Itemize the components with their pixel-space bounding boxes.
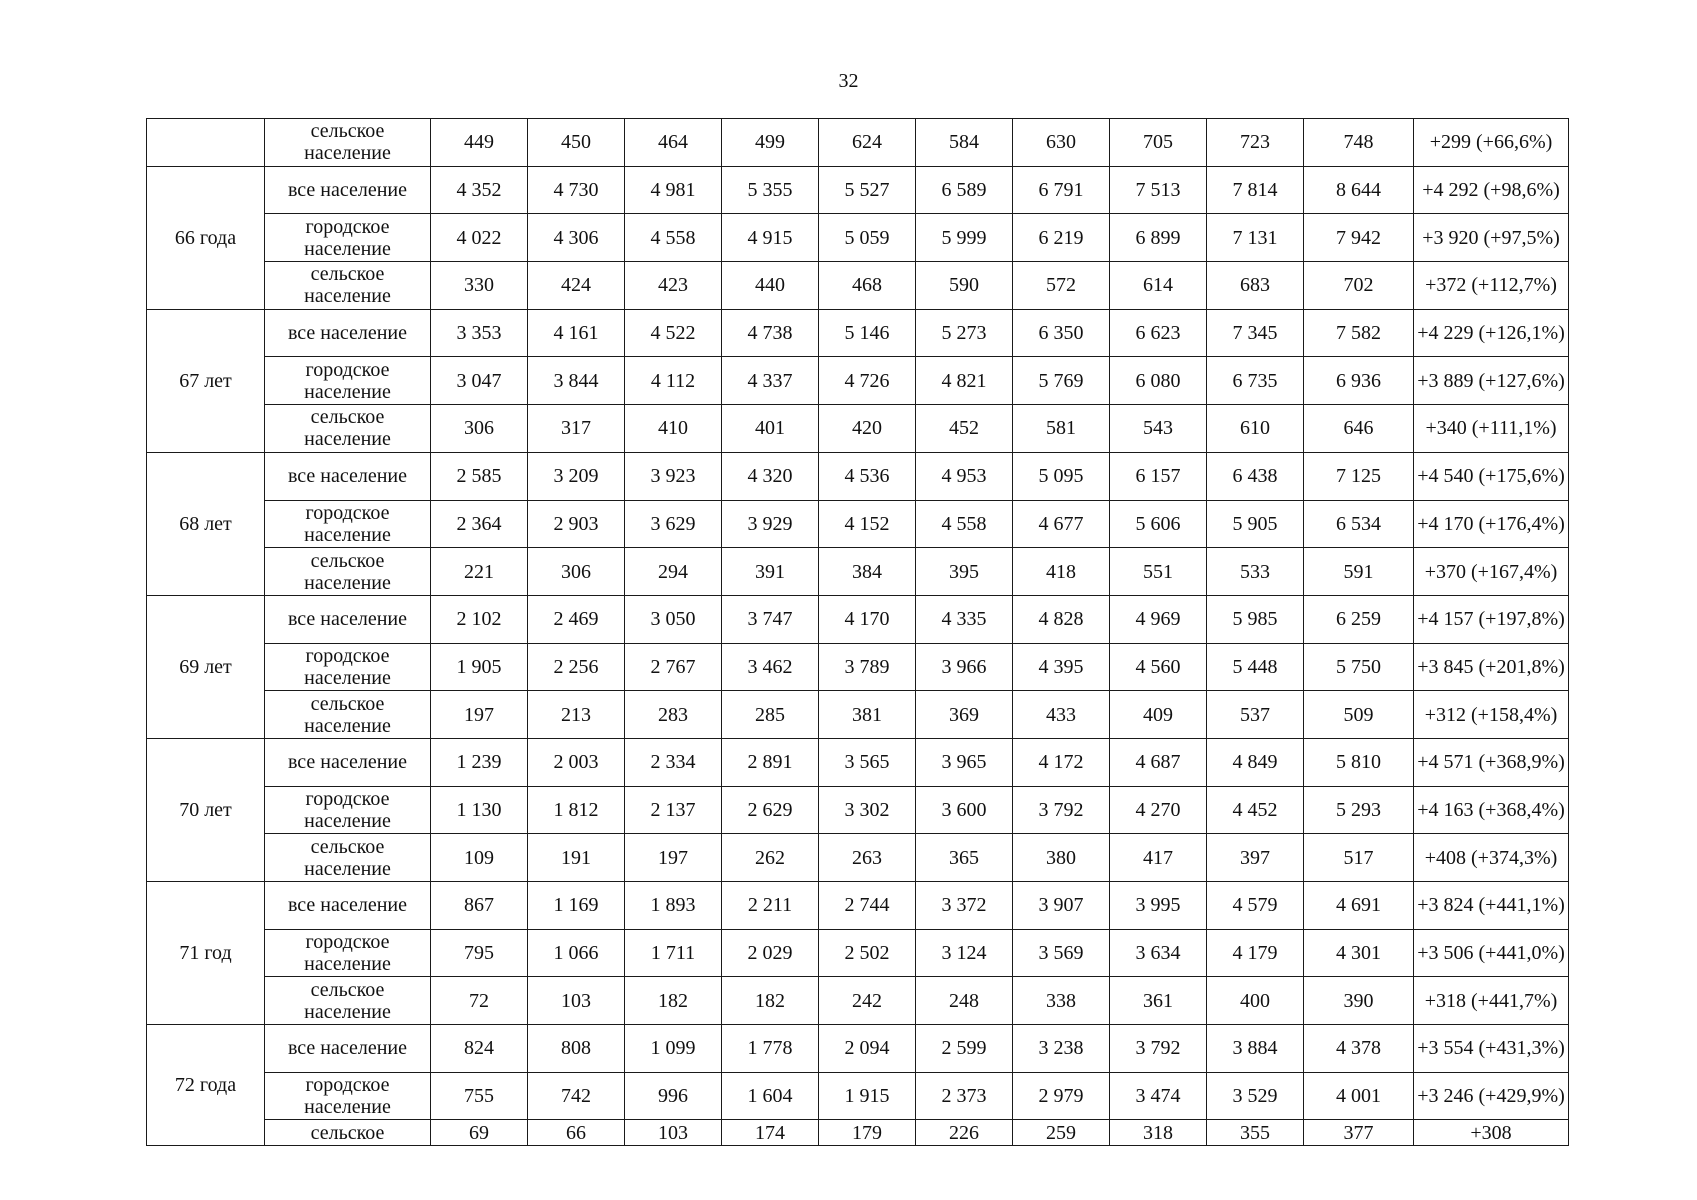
age-group-cell: 69 лет xyxy=(147,595,265,738)
value-cell: 4 112 xyxy=(625,357,722,405)
category-cell: сельское xyxy=(265,1120,431,1146)
table-row xyxy=(147,262,1569,310)
value-cell: 318 xyxy=(1110,1120,1207,1146)
value-cell: 283 xyxy=(625,691,722,739)
value-cell: 1 915 xyxy=(819,1072,916,1120)
change-cell: +3 889 (+127,6%) xyxy=(1414,357,1569,405)
value-cell: 3 792 xyxy=(1110,1025,1207,1073)
value-cell: 4 395 xyxy=(1013,643,1110,691)
value-cell: 1 066 xyxy=(528,929,625,977)
value-cell: 614 xyxy=(1110,262,1207,310)
value-cell: 1 099 xyxy=(625,1025,722,1073)
value-cell: 795 xyxy=(431,929,528,977)
value-cell: 4 161 xyxy=(528,309,625,357)
category-cell: городское население xyxy=(265,214,431,262)
value-cell: 2 003 xyxy=(528,738,625,786)
table-row xyxy=(147,691,1569,739)
value-cell: 2 373 xyxy=(916,1072,1013,1120)
value-cell: 2 094 xyxy=(819,1025,916,1073)
value-cell: 418 xyxy=(1013,548,1110,596)
value-cell: 409 xyxy=(1110,691,1207,739)
value-cell: 4 953 xyxy=(916,452,1013,500)
value-cell: 7 814 xyxy=(1207,166,1304,214)
value-cell: 391 xyxy=(722,548,819,596)
category-cell: городское население xyxy=(265,357,431,405)
category-cell: городское население xyxy=(265,643,431,691)
category-cell: сельское население xyxy=(265,405,431,453)
value-cell: 6 936 xyxy=(1304,357,1414,405)
value-cell: 5 448 xyxy=(1207,643,1304,691)
age-group-cell xyxy=(147,119,265,167)
table-row xyxy=(147,1072,1569,1120)
value-cell: 537 xyxy=(1207,691,1304,739)
category-cell: все население xyxy=(265,309,431,357)
value-cell: 755 xyxy=(431,1072,528,1120)
table-row xyxy=(147,357,1569,405)
value-cell: 6 219 xyxy=(1013,214,1110,262)
value-cell: 4 560 xyxy=(1110,643,1207,691)
value-cell: 6 259 xyxy=(1304,595,1414,643)
value-cell: 4 522 xyxy=(625,309,722,357)
table-body xyxy=(147,119,1569,1146)
value-cell: 3 929 xyxy=(722,500,819,548)
value-cell: 4 726 xyxy=(819,357,916,405)
value-cell: 400 xyxy=(1207,977,1304,1025)
value-cell: 410 xyxy=(625,405,722,453)
value-cell: 5 810 xyxy=(1304,738,1414,786)
value-cell: 4 821 xyxy=(916,357,1013,405)
value-cell: 7 125 xyxy=(1304,452,1414,500)
change-cell: +4 540 (+175,6%) xyxy=(1414,452,1569,500)
value-cell: 3 747 xyxy=(722,595,819,643)
value-cell: 5 095 xyxy=(1013,452,1110,500)
value-cell: 3 844 xyxy=(528,357,625,405)
value-cell: 4 687 xyxy=(1110,738,1207,786)
change-cell: +4 292 (+98,6%) xyxy=(1414,166,1569,214)
value-cell: 4 301 xyxy=(1304,929,1414,977)
value-cell: 3 302 xyxy=(819,786,916,834)
value-cell: 867 xyxy=(431,882,528,930)
value-cell: 2 256 xyxy=(528,643,625,691)
value-cell: 226 xyxy=(916,1120,1013,1146)
value-cell: 197 xyxy=(431,691,528,739)
value-cell: 440 xyxy=(722,262,819,310)
value-cell: 591 xyxy=(1304,548,1414,596)
value-cell: 572 xyxy=(1013,262,1110,310)
value-cell: 4 849 xyxy=(1207,738,1304,786)
value-cell: 294 xyxy=(625,548,722,596)
value-cell: 182 xyxy=(722,977,819,1025)
value-cell: 3 995 xyxy=(1110,882,1207,930)
value-cell: 6 623 xyxy=(1110,309,1207,357)
value-cell: 66 xyxy=(528,1120,625,1146)
table-row xyxy=(147,309,1569,357)
value-cell: 263 xyxy=(819,834,916,882)
table-row xyxy=(147,786,1569,834)
value-cell: 4 738 xyxy=(722,309,819,357)
value-cell: 7 345 xyxy=(1207,309,1304,357)
value-cell: 4 730 xyxy=(528,166,625,214)
table-row xyxy=(147,452,1569,500)
category-cell: городское население xyxy=(265,929,431,977)
value-cell: 3 529 xyxy=(1207,1072,1304,1120)
value-cell: 69 xyxy=(431,1120,528,1146)
value-cell: 5 059 xyxy=(819,214,916,262)
value-cell: 103 xyxy=(625,1120,722,1146)
value-cell: 6 791 xyxy=(1013,166,1110,214)
change-cell: +312 (+158,4%) xyxy=(1414,691,1569,739)
value-cell: 3 629 xyxy=(625,500,722,548)
value-cell: 2 364 xyxy=(431,500,528,548)
value-cell: 6 899 xyxy=(1110,214,1207,262)
value-cell: 4 452 xyxy=(1207,786,1304,834)
value-cell: 1 711 xyxy=(625,929,722,977)
value-cell: 808 xyxy=(528,1025,625,1073)
value-cell: 420 xyxy=(819,405,916,453)
value-cell: 4 828 xyxy=(1013,595,1110,643)
value-cell: 2 629 xyxy=(722,786,819,834)
value-cell: 683 xyxy=(1207,262,1304,310)
value-cell: 417 xyxy=(1110,834,1207,882)
change-cell: +308 xyxy=(1414,1120,1569,1146)
value-cell: 5 606 xyxy=(1110,500,1207,548)
value-cell: 197 xyxy=(625,834,722,882)
value-cell: 5 527 xyxy=(819,166,916,214)
category-cell: городское население xyxy=(265,786,431,834)
value-cell: 3 462 xyxy=(722,643,819,691)
value-cell: 355 xyxy=(1207,1120,1304,1146)
value-cell: 450 xyxy=(528,119,625,167)
value-cell: 174 xyxy=(722,1120,819,1146)
value-cell: 377 xyxy=(1304,1120,1414,1146)
value-cell: 551 xyxy=(1110,548,1207,596)
value-cell: 1 893 xyxy=(625,882,722,930)
change-cell: +318 (+441,7%) xyxy=(1414,977,1569,1025)
value-cell: 464 xyxy=(625,119,722,167)
table-row xyxy=(147,405,1569,453)
value-cell: 2 599 xyxy=(916,1025,1013,1073)
value-cell: 624 xyxy=(819,119,916,167)
change-cell: +370 (+167,4%) xyxy=(1414,548,1569,596)
value-cell: 452 xyxy=(916,405,1013,453)
value-cell: 3 372 xyxy=(916,882,1013,930)
value-cell: 262 xyxy=(722,834,819,882)
value-cell: 259 xyxy=(1013,1120,1110,1146)
table-row xyxy=(147,929,1569,977)
value-cell: 6 157 xyxy=(1110,452,1207,500)
age-group-cell: 71 год xyxy=(147,882,265,1025)
value-cell: 3 474 xyxy=(1110,1072,1207,1120)
category-cell: все население xyxy=(265,452,431,500)
category-cell: сельское население xyxy=(265,834,431,882)
table-row xyxy=(147,882,1569,930)
value-cell: 4 337 xyxy=(722,357,819,405)
value-cell: 7 131 xyxy=(1207,214,1304,262)
value-cell: 2 744 xyxy=(819,882,916,930)
value-cell: 8 644 xyxy=(1304,166,1414,214)
value-cell: 1 604 xyxy=(722,1072,819,1120)
value-cell: 2 102 xyxy=(431,595,528,643)
table-row xyxy=(147,500,1569,548)
value-cell: 3 792 xyxy=(1013,786,1110,834)
value-cell: 5 293 xyxy=(1304,786,1414,834)
table-row xyxy=(147,643,1569,691)
value-cell: 1 169 xyxy=(528,882,625,930)
value-cell: 1 812 xyxy=(528,786,625,834)
value-cell: 4 170 xyxy=(819,595,916,643)
value-cell: 3 884 xyxy=(1207,1025,1304,1073)
value-cell: 306 xyxy=(431,405,528,453)
value-cell: 380 xyxy=(1013,834,1110,882)
value-cell: 5 355 xyxy=(722,166,819,214)
value-cell: 365 xyxy=(916,834,1013,882)
value-cell: 543 xyxy=(1110,405,1207,453)
change-cell: +4 229 (+126,1%) xyxy=(1414,309,1569,357)
value-cell: 317 xyxy=(528,405,625,453)
change-cell: +3 920 (+97,5%) xyxy=(1414,214,1569,262)
value-cell: 3 569 xyxy=(1013,929,1110,977)
value-cell: 3 965 xyxy=(916,738,1013,786)
value-cell: 630 xyxy=(1013,119,1110,167)
value-cell: 381 xyxy=(819,691,916,739)
age-group-cell: 67 лет xyxy=(147,309,265,452)
value-cell: 213 xyxy=(528,691,625,739)
value-cell: 4 558 xyxy=(916,500,1013,548)
value-cell: 395 xyxy=(916,548,1013,596)
value-cell: 3 600 xyxy=(916,786,1013,834)
category-cell: городское население xyxy=(265,500,431,548)
value-cell: 5 905 xyxy=(1207,500,1304,548)
value-cell: 2 767 xyxy=(625,643,722,691)
value-cell: 369 xyxy=(916,691,1013,739)
page-number: 32 xyxy=(838,70,859,92)
value-cell: 390 xyxy=(1304,977,1414,1025)
value-cell: 584 xyxy=(916,119,1013,167)
value-cell: 5 769 xyxy=(1013,357,1110,405)
value-cell: 7 942 xyxy=(1304,214,1414,262)
change-cell: +4 170 (+176,4%) xyxy=(1414,500,1569,548)
value-cell: 4 558 xyxy=(625,214,722,262)
table-row xyxy=(147,214,1569,262)
value-cell: 6 350 xyxy=(1013,309,1110,357)
value-cell: 2 137 xyxy=(625,786,722,834)
value-cell: 4 677 xyxy=(1013,500,1110,548)
value-cell: 509 xyxy=(1304,691,1414,739)
change-cell: +3 845 (+201,8%) xyxy=(1414,643,1569,691)
value-cell: 4 378 xyxy=(1304,1025,1414,1073)
table-row xyxy=(147,119,1569,167)
value-cell: 4 152 xyxy=(819,500,916,548)
table-row xyxy=(147,738,1569,786)
value-cell: 423 xyxy=(625,262,722,310)
table-row xyxy=(147,595,1569,643)
value-cell: 1 905 xyxy=(431,643,528,691)
value-cell: 2 979 xyxy=(1013,1072,1110,1120)
category-cell: сельское население xyxy=(265,119,431,167)
table-row xyxy=(147,1120,1569,1146)
value-cell: 4 320 xyxy=(722,452,819,500)
table-row xyxy=(147,977,1569,1025)
change-cell: +299 (+66,6%) xyxy=(1414,119,1569,167)
value-cell: 590 xyxy=(916,262,1013,310)
category-cell: городское население xyxy=(265,1072,431,1120)
category-cell: все население xyxy=(265,882,431,930)
value-cell: 248 xyxy=(916,977,1013,1025)
value-cell: 182 xyxy=(625,977,722,1025)
value-cell: 533 xyxy=(1207,548,1304,596)
value-cell: 7 582 xyxy=(1304,309,1414,357)
change-cell: +340 (+111,1%) xyxy=(1414,405,1569,453)
value-cell: 4 691 xyxy=(1304,882,1414,930)
value-cell: 2 502 xyxy=(819,929,916,977)
value-cell: 433 xyxy=(1013,691,1110,739)
value-cell: 5 146 xyxy=(819,309,916,357)
category-cell: сельское население xyxy=(265,977,431,1025)
value-cell: 4 022 xyxy=(431,214,528,262)
value-cell: 424 xyxy=(528,262,625,310)
value-cell: 6 080 xyxy=(1110,357,1207,405)
value-cell: 330 xyxy=(431,262,528,310)
value-cell: 3 923 xyxy=(625,452,722,500)
category-cell: все население xyxy=(265,1025,431,1073)
value-cell: 4 306 xyxy=(528,214,625,262)
table-row xyxy=(147,166,1569,214)
value-cell: 4 969 xyxy=(1110,595,1207,643)
value-cell: 3 789 xyxy=(819,643,916,691)
value-cell: 4 536 xyxy=(819,452,916,500)
value-cell: 306 xyxy=(528,548,625,596)
age-group-cell: 68 лет xyxy=(147,452,265,595)
value-cell: 723 xyxy=(1207,119,1304,167)
value-cell: 4 981 xyxy=(625,166,722,214)
value-cell: 103 xyxy=(528,977,625,1025)
value-cell: 3 907 xyxy=(1013,882,1110,930)
value-cell: 242 xyxy=(819,977,916,1025)
value-cell: 824 xyxy=(431,1025,528,1073)
value-cell: 2 334 xyxy=(625,738,722,786)
value-cell: 5 985 xyxy=(1207,595,1304,643)
change-cell: +3 554 (+431,3%) xyxy=(1414,1025,1569,1073)
value-cell: 3 124 xyxy=(916,929,1013,977)
value-cell: 4 001 xyxy=(1304,1072,1414,1120)
category-cell: сельское население xyxy=(265,691,431,739)
value-cell: 7 513 xyxy=(1110,166,1207,214)
value-cell: 4 579 xyxy=(1207,882,1304,930)
value-cell: 449 xyxy=(431,119,528,167)
value-cell: 3 565 xyxy=(819,738,916,786)
value-cell: 2 585 xyxy=(431,452,528,500)
value-cell: 221 xyxy=(431,548,528,596)
value-cell: 109 xyxy=(431,834,528,882)
value-cell: 5 999 xyxy=(916,214,1013,262)
category-cell: сельское население xyxy=(265,262,431,310)
category-cell: сельское население xyxy=(265,548,431,596)
category-cell: все население xyxy=(265,738,431,786)
value-cell: 191 xyxy=(528,834,625,882)
value-cell: 5 750 xyxy=(1304,643,1414,691)
value-cell: 468 xyxy=(819,262,916,310)
value-cell: 646 xyxy=(1304,405,1414,453)
change-cell: +4 571 (+368,9%) xyxy=(1414,738,1569,786)
table-row xyxy=(147,1025,1569,1073)
value-cell: 72 xyxy=(431,977,528,1025)
category-cell: все население xyxy=(265,166,431,214)
value-cell: 397 xyxy=(1207,834,1304,882)
value-cell: 2 211 xyxy=(722,882,819,930)
value-cell: 1 239 xyxy=(431,738,528,786)
population-table xyxy=(146,118,1569,1146)
value-cell: 996 xyxy=(625,1072,722,1120)
category-cell: все население xyxy=(265,595,431,643)
change-cell: +3 824 (+441,1%) xyxy=(1414,882,1569,930)
value-cell: 1 778 xyxy=(722,1025,819,1073)
value-cell: 3 634 xyxy=(1110,929,1207,977)
value-cell: 4 352 xyxy=(431,166,528,214)
age-group-cell: 72 года xyxy=(147,1025,265,1146)
change-cell: +408 (+374,3%) xyxy=(1414,834,1569,882)
change-cell: +3 506 (+441,0%) xyxy=(1414,929,1569,977)
value-cell: 401 xyxy=(722,405,819,453)
value-cell: 384 xyxy=(819,548,916,596)
value-cell: 702 xyxy=(1304,262,1414,310)
value-cell: 4 270 xyxy=(1110,786,1207,834)
value-cell: 2 903 xyxy=(528,500,625,548)
value-cell: 4 915 xyxy=(722,214,819,262)
value-cell: 6 735 xyxy=(1207,357,1304,405)
value-cell: 6 589 xyxy=(916,166,1013,214)
value-cell: 2 891 xyxy=(722,738,819,786)
value-cell: 4 179 xyxy=(1207,929,1304,977)
value-cell: 179 xyxy=(819,1120,916,1146)
value-cell: 2 029 xyxy=(722,929,819,977)
value-cell: 499 xyxy=(722,119,819,167)
change-cell: +3 246 (+429,9%) xyxy=(1414,1072,1569,1120)
value-cell: 705 xyxy=(1110,119,1207,167)
value-cell: 4 335 xyxy=(916,595,1013,643)
value-cell: 748 xyxy=(1304,119,1414,167)
value-cell: 2 469 xyxy=(528,595,625,643)
value-cell: 3 209 xyxy=(528,452,625,500)
age-group-cell: 66 года xyxy=(147,166,265,309)
value-cell: 6 534 xyxy=(1304,500,1414,548)
value-cell: 742 xyxy=(528,1072,625,1120)
value-cell: 3 238 xyxy=(1013,1025,1110,1073)
table-row xyxy=(147,548,1569,596)
value-cell: 1 130 xyxy=(431,786,528,834)
value-cell: 610 xyxy=(1207,405,1304,453)
value-cell: 3 050 xyxy=(625,595,722,643)
value-cell: 6 438 xyxy=(1207,452,1304,500)
value-cell: 4 172 xyxy=(1013,738,1110,786)
value-cell: 5 273 xyxy=(916,309,1013,357)
value-cell: 3 047 xyxy=(431,357,528,405)
value-cell: 3 966 xyxy=(916,643,1013,691)
change-cell: +4 157 (+197,8%) xyxy=(1414,595,1569,643)
value-cell: 361 xyxy=(1110,977,1207,1025)
age-group-cell: 70 лет xyxy=(147,738,265,881)
value-cell: 285 xyxy=(722,691,819,739)
change-cell: +372 (+112,7%) xyxy=(1414,262,1569,310)
value-cell: 517 xyxy=(1304,834,1414,882)
table-row xyxy=(147,834,1569,882)
value-cell: 338 xyxy=(1013,977,1110,1025)
value-cell: 3 353 xyxy=(431,309,528,357)
change-cell: +4 163 (+368,4%) xyxy=(1414,786,1569,834)
value-cell: 581 xyxy=(1013,405,1110,453)
